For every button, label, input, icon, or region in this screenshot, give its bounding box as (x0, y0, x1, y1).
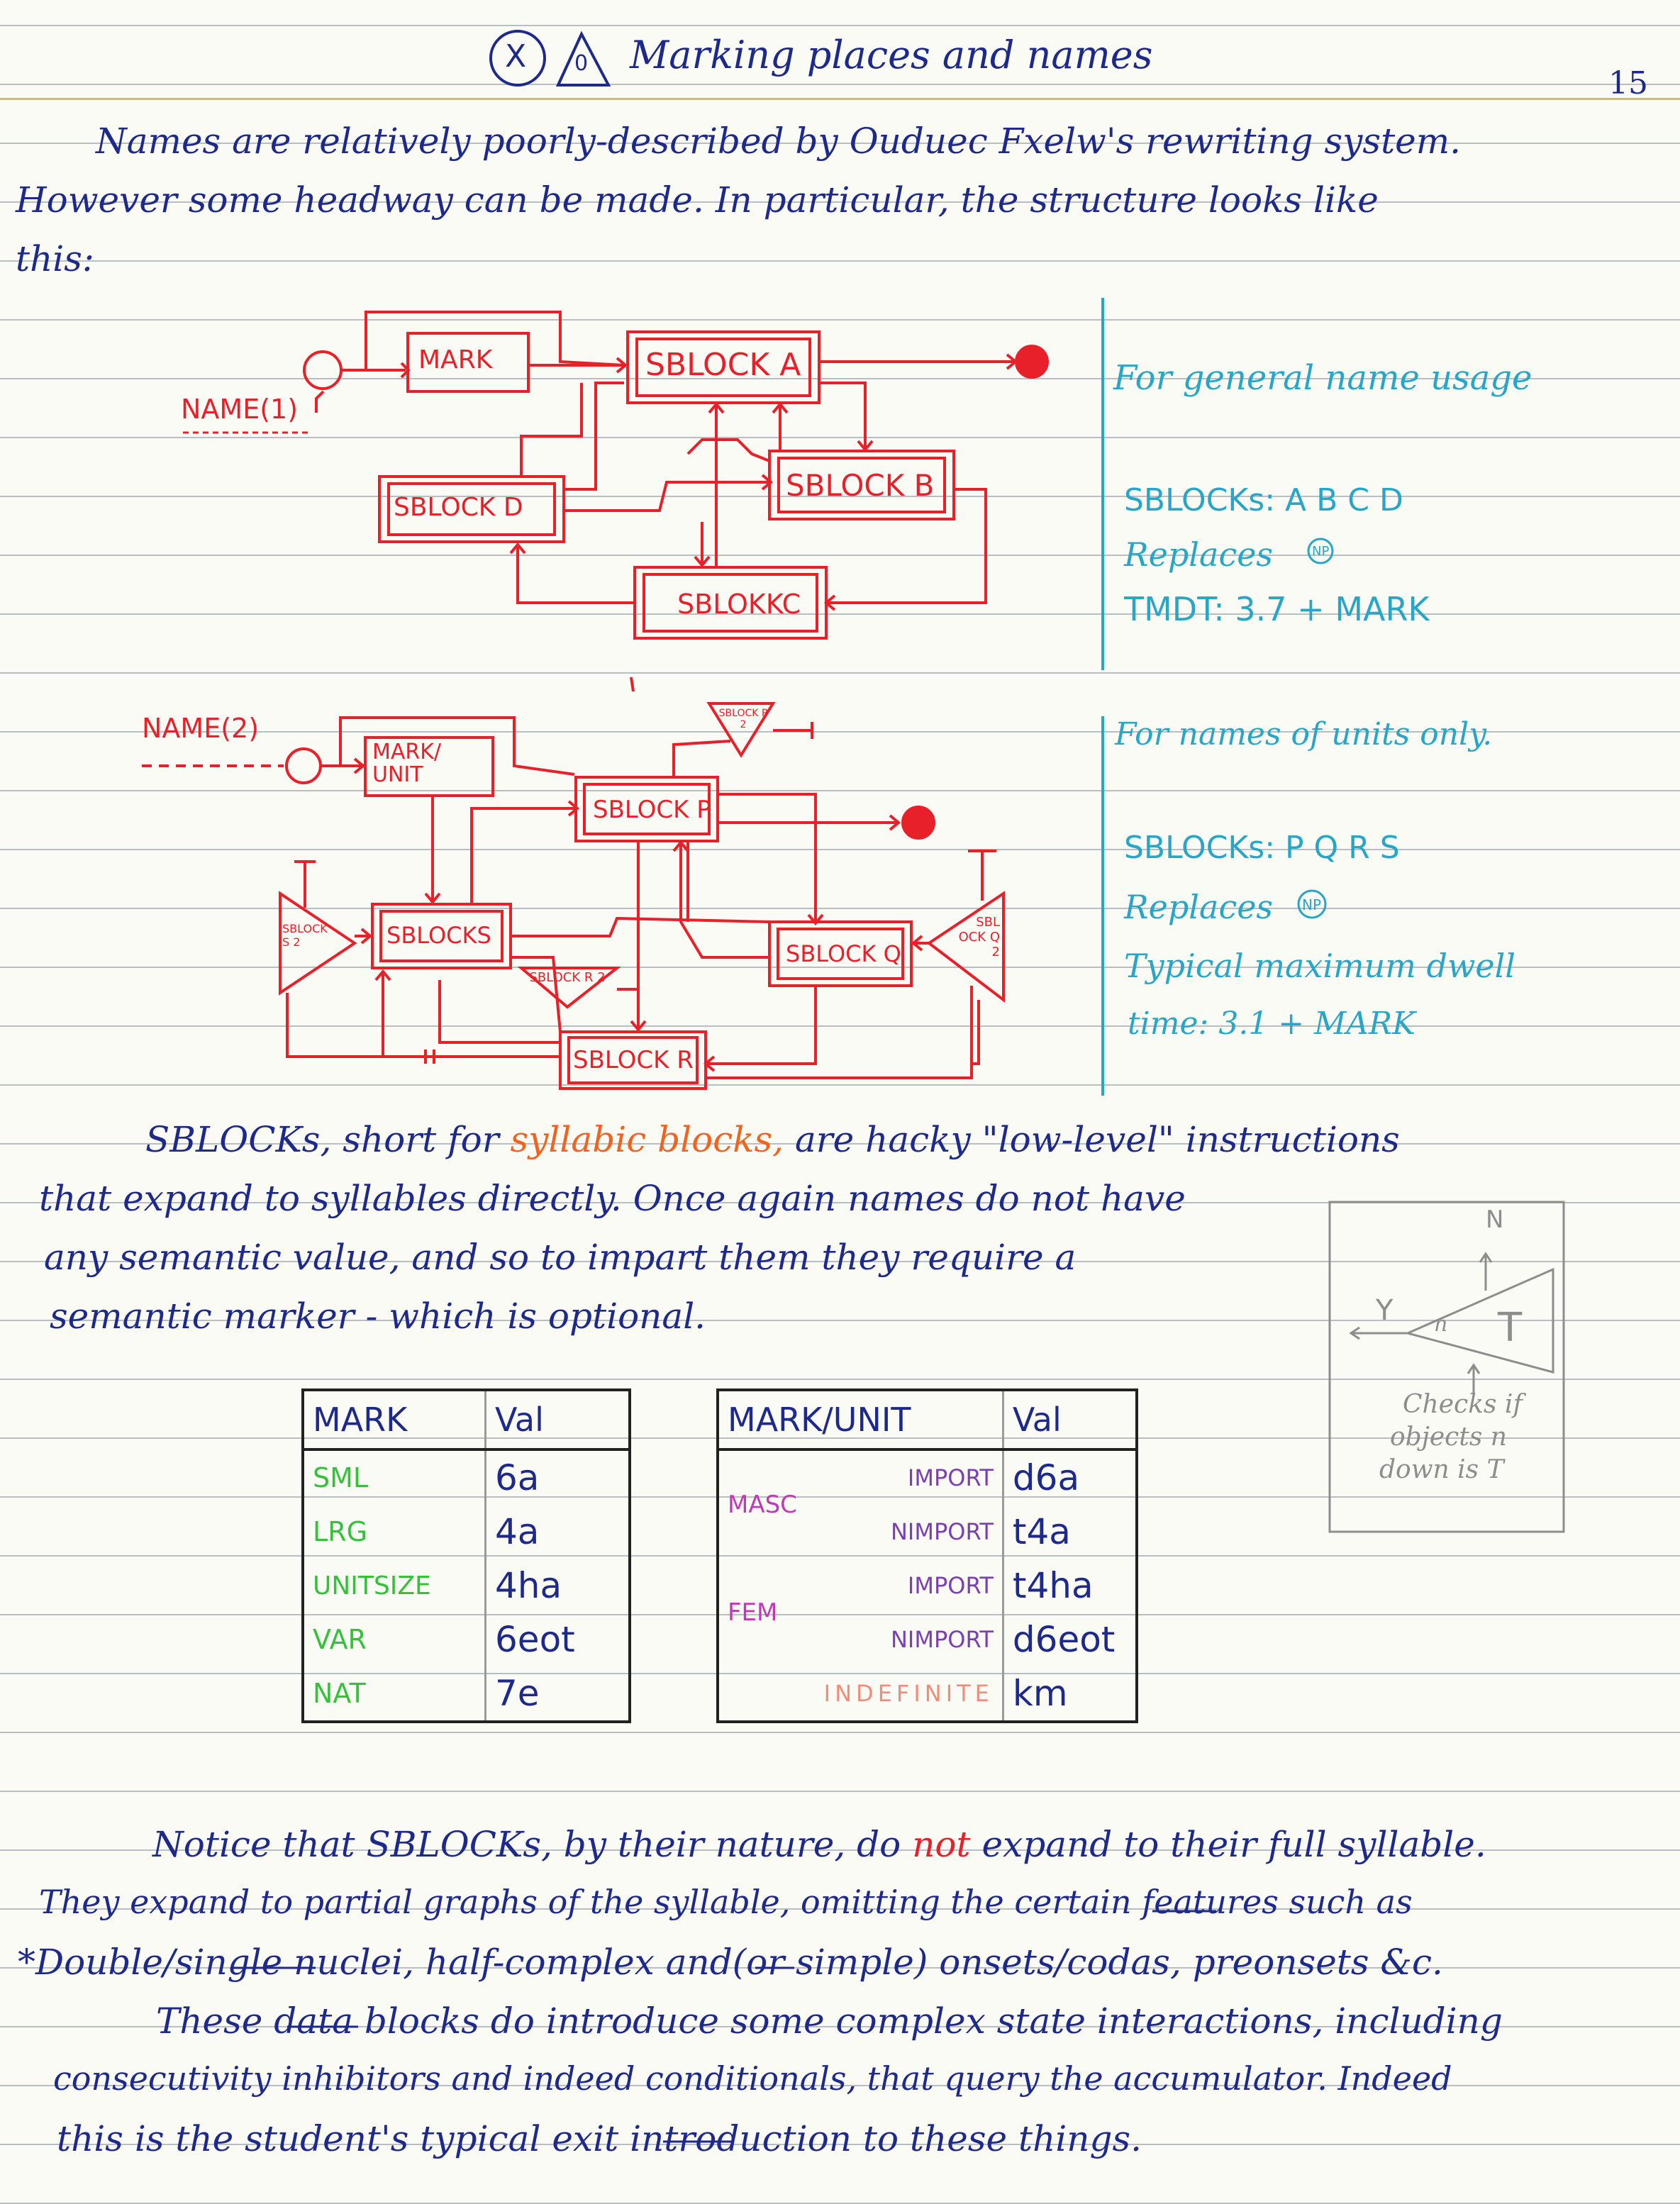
mark-table-header-val: Val (486, 1390, 630, 1449)
val-cell: t4ha (1003, 1559, 1137, 1613)
sub-cell: NIMPORT (890, 1518, 994, 1545)
val-cell: km (1003, 1666, 1137, 1722)
sub-cell: NIMPORT (890, 1626, 994, 1653)
d2-note-dwell: Typical maximum dwell (1124, 947, 1515, 985)
mark-cell: NAT (313, 1678, 366, 1709)
page-title: Marking places and names (630, 33, 1153, 77)
table-row (718, 1449, 1137, 1505)
mark-table (301, 1388, 631, 1723)
sub-cell: IMPORT (907, 1572, 994, 1599)
d1-note-sblocks: SBLOCKs: A B C D (1124, 482, 1403, 518)
intro-line-1: Names are relatively poorly-described by Ouduec Fxelw's rewriting system. (96, 121, 1462, 162)
d1-sblock-d-label: SBLOCK D (394, 493, 523, 522)
table-row (303, 1449, 630, 1505)
para3-line-3: *Double/single nuclei, half-complex and(or simple) onsets/codas, preonsets &c. (18, 1942, 1443, 1983)
mark-cell: VAR (313, 1624, 367, 1655)
d1-end-node (1016, 346, 1047, 377)
inset-t-label: T (1498, 1305, 1523, 1351)
inset-n-label: N (1486, 1206, 1504, 1234)
mark-unit-table (716, 1388, 1138, 1723)
para3-line-5: consecutivity inhibitors and indeed conditionals, that query the accumulator. Indeed (53, 2059, 1452, 2098)
diagram2-flowchart (142, 677, 1003, 1089)
d2-sblock-p-label: SBLOCK P (593, 796, 711, 824)
sub-cell: IMPORT (907, 1464, 994, 1491)
intro-line-3: this: (16, 238, 94, 279)
para2-l1-a: SBLOCKs, short for (145, 1119, 499, 1160)
d2-note-usage: For names of units only. (1115, 716, 1493, 752)
table-row (718, 1559, 1137, 1613)
val-cell: d6eot (1003, 1613, 1137, 1666)
val-cell: 7e (486, 1666, 630, 1722)
d2-np-badge: NP (1302, 896, 1322, 913)
inset-caption-1: Checks if (1403, 1390, 1523, 1419)
para2-l1-b: are hacky "low-level" instructions (794, 1119, 1400, 1160)
mark-table-header-mark: MARK (303, 1390, 486, 1449)
triangle-label: 0 (574, 51, 589, 76)
para2-highlight: syllabic blocks, (510, 1119, 784, 1160)
unit-table-header-val: Val (1003, 1390, 1137, 1449)
d1-note-replaces: Replaces (1124, 535, 1274, 574)
d2-sblock-q-label: SBLOCK Q (786, 940, 901, 967)
para2-line-4: semantic marker - which is optional. (50, 1296, 706, 1337)
d1-sblock-a-label: SBLOCK A (645, 347, 801, 383)
para3-line-1 (152, 1824, 1486, 1865)
table-row (718, 1666, 1137, 1722)
para2-line-2: that expand to syllables directly. Once again names do not have (39, 1178, 1186, 1219)
val-cell: d6a (1003, 1449, 1137, 1505)
d2-left-triangle-label: SBLOCK S 2 (282, 922, 328, 949)
d2-top-triangle-label: SBLOCK P 2 (718, 708, 768, 730)
inset-caption-3: down is T (1379, 1455, 1504, 1484)
table-row (303, 1613, 630, 1666)
val-cell: 6a (486, 1449, 630, 1505)
indefinite-cell: INDEFINITE (823, 1680, 994, 1707)
val-cell: 6eot (486, 1613, 630, 1666)
para2-line-3: any semantic value, and so to impart them they require a (44, 1237, 1077, 1278)
inset-caption-2: objects n (1390, 1423, 1507, 1452)
val-cell: 4ha (486, 1559, 630, 1613)
d1-input-node (304, 352, 341, 389)
intro-line-2: However some headway can be made. In particular, the structure looks like (16, 179, 1379, 221)
inset-y-label: Y (1376, 1294, 1393, 1327)
mark-cell: UNITSIZE (313, 1571, 431, 1601)
table-row (303, 1505, 630, 1559)
para2-line-1 (145, 1119, 1400, 1160)
d1-mark-label: MARK (418, 345, 493, 374)
page-number: 15 (1608, 65, 1648, 101)
para3-l1-b: expand to their full syllable. (981, 1824, 1486, 1865)
para3-line-4: These data blocks do introduce some complex state interactions, including (156, 2000, 1503, 2042)
d1-note-tmdt: TMDT: 3.7 + MARK (1124, 590, 1430, 628)
gender-cell: FEM (728, 1598, 778, 1627)
d2-note-sblocks: SBLOCKs: P Q R S (1124, 830, 1400, 866)
val-cell: 4a (486, 1505, 630, 1559)
para3-not: not (912, 1824, 971, 1865)
table-row (303, 1559, 630, 1613)
mark-cell: LRG (313, 1516, 368, 1547)
d2-sblock-r-label: SBLOCK R (573, 1046, 694, 1074)
d2-input-label: NAME(2) (142, 713, 260, 744)
d2-right-triangle-label: SBL OCK Q 2 (958, 915, 1000, 959)
para3-line-6: this is the student's typical exit introduction to these things. (57, 2118, 1142, 2159)
circled-x-label: X (505, 38, 527, 74)
d1-sblock-c-label: SBLOKKC (677, 589, 801, 620)
d1-sblock-b-label: SBLOCK B (786, 468, 935, 503)
table-row (303, 1666, 630, 1722)
mark-cell: SML (313, 1462, 369, 1493)
d2-sblock-s-label: SBLOCKS (386, 922, 491, 949)
d1-input-label: NAME(1) (181, 394, 299, 425)
d2-middle-triangle-label: SBLOCK R 2 (529, 970, 606, 985)
inset-n-small: n (1434, 1312, 1448, 1337)
para3-l1-a: Notice that SBLOCKs, by their nature, do (152, 1824, 901, 1865)
gender-cell: MASC (728, 1491, 797, 1519)
val-cell: t4a (1003, 1505, 1137, 1559)
para3-line-2: They expand to partial graphs of the syllable, omitting the certain features such as (39, 1883, 1413, 1921)
unit-table-header-mark: MARK/UNIT (718, 1390, 1003, 1449)
d1-note-usage: For general name usage (1113, 358, 1532, 398)
d2-note-time: time: 3.1 + MARK (1128, 1006, 1415, 1042)
d1-np-badge: NP (1312, 544, 1330, 559)
d2-note-replaces: Replaces (1124, 888, 1274, 926)
d2-mark-unit-label: MARK/ UNIT (372, 740, 442, 787)
